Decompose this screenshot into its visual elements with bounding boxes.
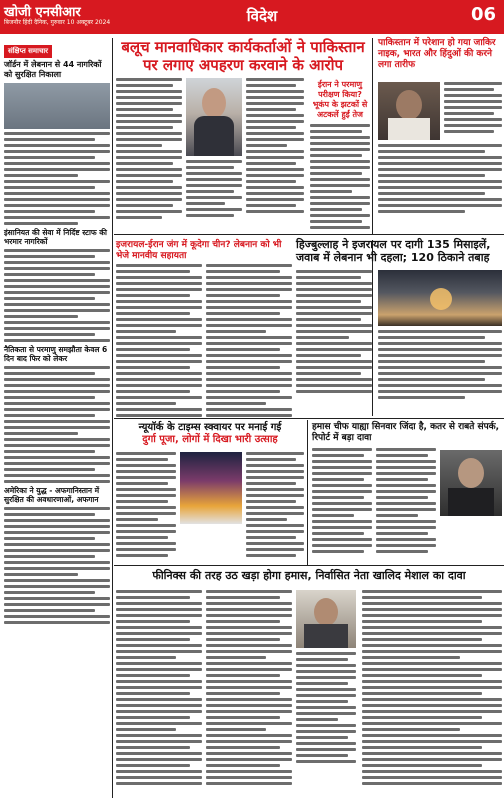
brief-subheadline: इंसानियत की सेवा में निर्दिष्ट स्टाफ की भरमार नागरिकों xyxy=(4,228,107,246)
zakir-naik-body xyxy=(378,144,502,216)
dateline: बिजनौर हिंदी दैनिक, गुरुवार 10 अक्टूबर 2024 xyxy=(4,19,111,26)
zakir-naik-body xyxy=(444,82,502,136)
brief-body xyxy=(4,249,110,342)
iran-story-body xyxy=(310,124,370,232)
brief-subheadline: नैतिकता से परमाणु समझौता केवल 6 दिन बाद फिर को लेकर xyxy=(4,345,108,363)
iran-headline: ईरान ने परमाणु परीक्षण किया? भूकंप के झटकों से अटकलें हुईं तेज xyxy=(312,80,368,119)
hezbollah-strike-photo xyxy=(378,270,502,326)
durga-puja-body xyxy=(246,452,304,560)
zakir-naik-headline: पाकिस्तान में परेशान हो गया जाकिर नाइक, भारत और हिंदुओं की करने लगा तारीफ xyxy=(378,38,496,70)
brief-news-kicker: संक्षिप्त समाचार xyxy=(4,45,52,58)
hezbollah-headline: हिज्बुल्लाह ने इजरायल पर दागी 135 मिसाइलें, जवाब में लेबनान भी दहला; 120 ठिकाने तबाह xyxy=(296,238,491,264)
times-square-photo xyxy=(180,452,242,524)
page-number: 06 xyxy=(470,4,496,25)
row-divider xyxy=(114,234,504,235)
main-story-body xyxy=(116,78,182,222)
hezbollah-body xyxy=(378,330,502,402)
main-headline: बलूच मानवाधिकार कार्यकर्ताओं ने पाकिस्तान पर लगाए अपहरण करवाने के आरोप xyxy=(121,38,365,74)
brief-photo xyxy=(4,83,110,129)
phoenix-body xyxy=(206,590,292,788)
main-story-body xyxy=(186,160,242,220)
column-divider xyxy=(372,240,373,416)
meshaal-photo xyxy=(296,590,356,648)
sinwar-photo xyxy=(440,450,502,516)
activist-photo xyxy=(186,78,242,156)
main-story-body xyxy=(246,78,304,216)
phoenix-body xyxy=(362,590,502,788)
page-header xyxy=(0,0,504,34)
row-divider xyxy=(114,565,504,566)
phoenix-headline: फीनिक्स की तरह उठ खड़ा होगा हमास, निर्वासित नेता खालिद मेशाल का दावा xyxy=(152,569,466,582)
brief-subheadline: अमेरिका ने युद्ध - अफगानिस्तान में सुरक्षित की अवधारणाओं, अफगान xyxy=(4,486,100,504)
hezbollah-body xyxy=(296,270,372,396)
durga-puja-headline: न्यूयॉर्क के टाइम्स स्क्वायर पर मनाई गई दुर्गा पूजा, लोगों में दिखा भारी उत्साह xyxy=(138,422,282,445)
sinwar-body xyxy=(312,448,372,556)
column-divider xyxy=(112,38,113,798)
sinwar-body xyxy=(376,448,436,556)
china-story-body xyxy=(116,264,202,420)
brief-body xyxy=(4,507,110,624)
column-divider xyxy=(372,38,373,234)
brief-body xyxy=(4,366,110,483)
china-israel-iran-headline: इजरायल-ईरान जंग में कूदेगा चीन? लेबनान को भी भेजे मानवीय सहायता xyxy=(116,240,282,261)
phoenix-body xyxy=(296,652,356,766)
zakir-naik-photo xyxy=(378,82,440,140)
left-column xyxy=(4,38,110,627)
brief-body xyxy=(4,132,110,225)
phoenix-body xyxy=(116,590,202,788)
section-title: विदेश xyxy=(246,7,278,25)
durga-puja-body xyxy=(116,452,176,560)
column-divider xyxy=(307,420,308,565)
sinwar-headline: हमास चीफ याह्या सिनवार जिंदा है, कतर से राबते संपर्क, रिपोर्ट में बड़ा दावा xyxy=(312,422,500,443)
china-story-body xyxy=(206,264,292,420)
newspaper-logo: खोजी एनसीआर xyxy=(4,5,81,20)
brief-headline: जॉर्डन में लेबनान से 44 नागरिकों को सुरक्षित निकाला xyxy=(4,60,102,79)
